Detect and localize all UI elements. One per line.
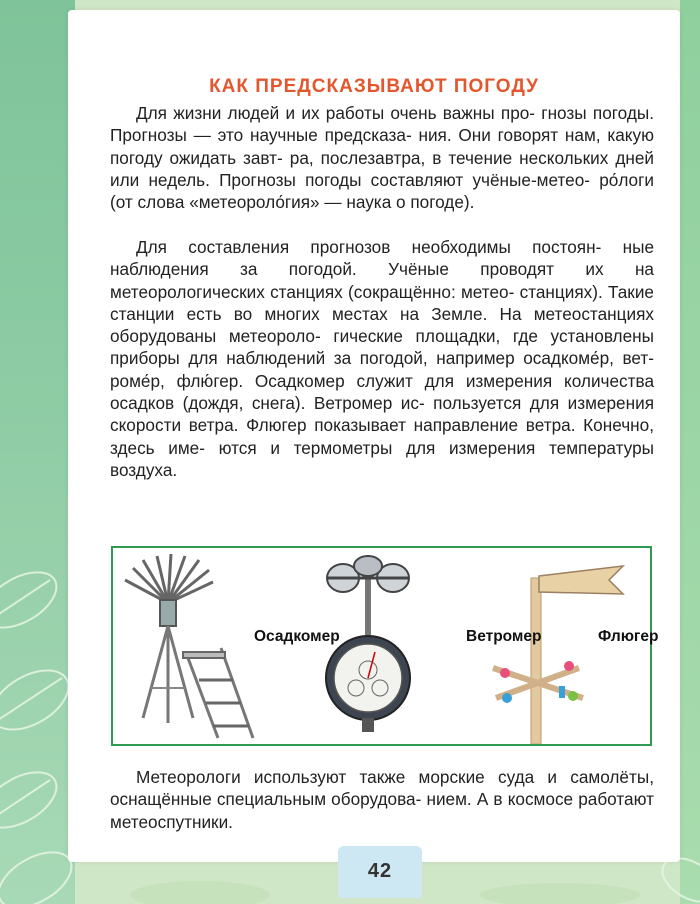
weather-vane-label: Флюгер [598, 628, 659, 645]
page-number-box [338, 846, 422, 898]
paragraph-1 [110, 102, 654, 213]
paragraph-3 [110, 766, 654, 833]
page-title: КАК ПРЕДСКАЗЫВАЮТ ПОГОДУ [209, 76, 539, 97]
paragraph-2-text: Для составления прогнозов необходимы постоян- ные наблюдения за погодой. Учёные проводят их на метеорологических станциях (сокращённо: метео- станциях). Такие станции есть во многих местах на Земле. На метеостанциях оборудованы метеороло- гические площадки, где установлены приборы для наблюдений за погодой, например осадкоме́р, вет- роме́р, флю́гер. Осадкомер служит для измерения количества осадков (дождя, снега). Ветромер ис- пользуется для измерения скорости ветра. Флюгер показывает направление ветра. Конечно, здесь име- ются и термометры для измерения температуры воздуха. [110, 237, 655, 480]
paragraph-1-text: Для жизни людей и их работы очень важны про- гнозы погоды. Прогнозы — это научные предсказа- ния. Они говорят нам, какую погоду ожидать завт- ра, послезавтра, в течение нескольких дней или недель. Прогнозы погоды составляют учёные-метео- ро́логи (от слова «метеороло́гия» — наука о погоде). [110, 103, 654, 213]
weather-vane-drawing [493, 566, 623, 744]
instruments-drawing [113, 548, 650, 744]
paragraph-3-text: Метеорологи используют также морские суда и самолёты, оснащённые специальным оборудова- нием. А в космосе работают метеоспутники. [110, 767, 654, 832]
instruments-illustration [111, 546, 659, 746]
textbook-page [68, 10, 680, 862]
paragraph-2 [110, 236, 654, 481]
rain-gauge-drawing [125, 554, 253, 738]
anemometer-label: Ветромер [466, 628, 542, 645]
rain-gauge-label: Осадкомер [254, 628, 340, 645]
page-number: 42 [367, 860, 393, 882]
